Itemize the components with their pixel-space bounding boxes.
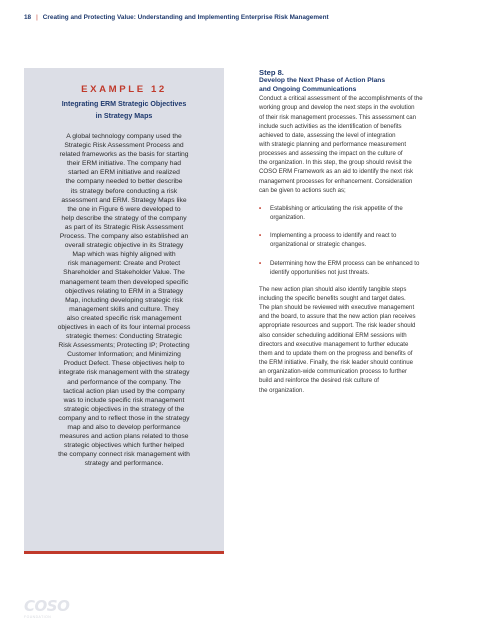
- example-body-line: assessment and ERM. Strategy Maps like: [61, 196, 187, 204]
- closing-line: also consider scheduling additional ERM sessions with: [259, 331, 407, 339]
- example-body-line: the one in Figure 6 were developed to: [67, 205, 181, 213]
- step-title-line: Develop the Next Phase of Action Plans: [259, 77, 386, 84]
- closing-line: build and reinforce the desired risk culture of: [259, 377, 379, 385]
- example-body-line: map and also to develop performance: [67, 424, 181, 431]
- intro-line: include such activities as the identification of benefits: [259, 122, 402, 130]
- example-body-line: related frameworks as the basis for starting: [59, 151, 189, 159]
- example-body: [24, 132, 224, 468]
- bullet-line: Establishing or articulating the risk appetite of the: [270, 204, 403, 212]
- example-body-line: their ERM initiative. The company had: [67, 160, 181, 168]
- coso-logo: [24, 598, 68, 622]
- bullet-line: organizational or strategic changes.: [270, 241, 367, 249]
- example-body-line: help describe the strategy of the company: [61, 214, 187, 222]
- example-body-line: objectives in each of its four internal process: [57, 323, 191, 331]
- step-section: [259, 68, 473, 395]
- running-title: Creating and Protecting Value: Understanding and Implementing Enterprise Risk Management: [42, 14, 329, 21]
- example-body-line: and performance of the company. The: [67, 378, 181, 386]
- step-intro-paragraph: [259, 94, 473, 195]
- example-body-line: Customer Information; and Minimizing: [67, 351, 181, 359]
- example-body-line: A global technology company used the: [66, 133, 182, 140]
- logo-wordmark: COSO: [24, 597, 70, 615]
- page-header: [24, 14, 470, 21]
- intro-line: can be given to actions such as;: [259, 186, 346, 194]
- example-body-line: the company connect risk management with: [58, 451, 190, 459]
- intro-line: the organization. In this step, the group should revisit the: [259, 159, 412, 167]
- closing-line: the organization.: [259, 386, 305, 394]
- example-body-line: measures and action plans related to those: [59, 433, 189, 441]
- example-body-line: Process. The company also established an: [59, 233, 189, 241]
- example-body-line: strategy and performance.: [84, 460, 164, 468]
- example-body-line: management team then developed specific: [59, 278, 189, 286]
- example-body-line: Risk Assessments; Protecting IP; Protecting: [58, 342, 190, 350]
- intro-line: management processes for enhancement. Consideration: [259, 177, 413, 185]
- example-body-line: overall strategic objective in its Strategy: [64, 242, 184, 250]
- bullet-item: [259, 204, 473, 222]
- example-body-line: tactical action plan used by the company: [63, 387, 185, 395]
- bullet-icon: •: [259, 259, 262, 267]
- step-label: Step 8.: [259, 68, 284, 77]
- example-body-line: strategic objectives which further helped: [63, 442, 185, 450]
- intro-line: with strategic planning and performance measurement: [259, 140, 407, 148]
- logo-tagline: FOUNDATION: [24, 615, 52, 619]
- example-body-line: management skills and culture. They: [69, 305, 179, 313]
- bullet-line: organization.: [270, 214, 305, 222]
- example-body-line: started an ERM initiative and realized: [68, 169, 180, 177]
- example-title: [24, 99, 224, 122]
- closing-line: The new action plan should also identify tangible steps: [259, 285, 407, 293]
- bullet-line: Determining how the ERM process can be enhanced to: [270, 259, 420, 267]
- example-body-line: also created specific risk management: [66, 314, 182, 322]
- example-body-line: risk management: Create and Protect: [67, 260, 181, 268]
- intro-line: COSO ERM Framework as an aid to identify the next risk: [259, 168, 414, 176]
- example-body-line: Product Defect. These objectives help to: [63, 360, 185, 368]
- closing-line: them and to update them on the progress and benefits of: [259, 349, 413, 357]
- example-body-line: company and to reflect those in the strategy: [58, 414, 190, 422]
- intro-line: Conduct a critical assessment of the accomplishments of the: [259, 95, 423, 103]
- bullet-item: [259, 259, 473, 277]
- intro-line: working group and develop the next steps in the evolution: [259, 104, 415, 112]
- example-body-line: objectives relating to ERM in a Strategy: [64, 287, 184, 295]
- example-label: EXAMPLE 12: [81, 84, 167, 95]
- closing-line: the ERM initiative. Finally, the risk leader should continue: [259, 359, 413, 367]
- bullet-line: identify opportunities not just threats.: [270, 268, 370, 276]
- example-body-line: the company needed to better describe: [65, 178, 183, 186]
- example-title-line: Integrating ERM Strategic Objectives: [61, 100, 187, 108]
- example-body-line: was to include specific risk management: [63, 396, 185, 404]
- step-closing-paragraph: [259, 285, 473, 395]
- example-body-line: strategic objectives in the strategy of the: [63, 405, 185, 413]
- intro-line: processes and assessing the impact on the culture of: [259, 150, 403, 158]
- closing-line: directors and executive management to further educate: [259, 340, 409, 348]
- example-body-line: Shareholder and Stakeholder Value. The: [63, 269, 185, 277]
- intro-line: of their risk management processes. This assessment can: [259, 113, 417, 121]
- bullet-line: Implementing a process to identify and react to: [270, 232, 397, 240]
- action-bullet-list: [259, 204, 473, 277]
- closing-line: an organization-wide communication process to further: [259, 368, 408, 376]
- example-body-line: Map, including developing strategic risk: [65, 296, 183, 304]
- closing-line: The plan should be reviewed with executive management: [259, 304, 415, 312]
- page-number: 18: [24, 14, 32, 21]
- example-body-line: Map which was highly aligned with: [72, 251, 176, 259]
- step-title-line: and Ongoing Communications: [259, 85, 357, 93]
- example-body-line: as part of its Strategic Risk Assessment: [64, 223, 184, 231]
- example-body-line: its strategy before conducting a risk: [70, 187, 178, 195]
- closing-line: and the board, to assure that the new action plan receives: [259, 313, 416, 321]
- closing-line: appropriate resources and support. The risk leader should: [259, 322, 416, 330]
- step-title: [259, 77, 473, 94]
- bullet-icon: •: [259, 232, 262, 240]
- example-sidebar: [24, 68, 224, 554]
- intro-line: achieved to date, assessing the level of integration: [259, 131, 396, 139]
- bullet-icon: •: [259, 204, 262, 212]
- bullet-item: [259, 231, 473, 249]
- example-body-line: integrate risk management with the strategy: [58, 369, 190, 377]
- closing-line: including the specific benefits sought and target dates.: [259, 295, 406, 302]
- example-title-line: in Strategy Maps: [95, 111, 153, 120]
- example-body-line: strategic themes: Conducting Strategic: [66, 333, 182, 341]
- example-body-line: Strategic Risk Assessment Process and: [64, 142, 184, 150]
- header-separator: |: [36, 14, 38, 21]
